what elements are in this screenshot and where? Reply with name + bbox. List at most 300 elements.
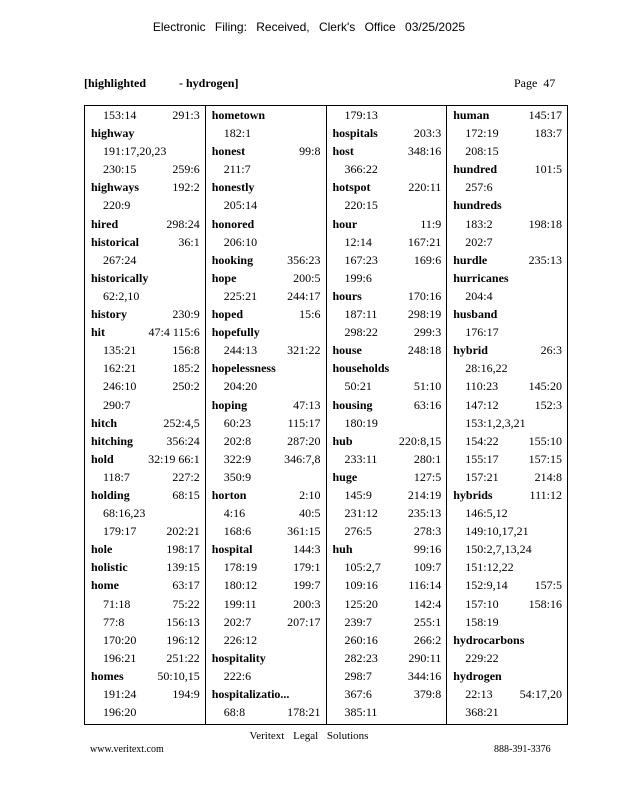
- index-page-refs-line: [453, 703, 562, 721]
- index-page-ref: 204:20: [223, 379, 258, 394]
- index-term: hurdle: [453, 252, 488, 267]
- index-page-ref: 235:13: [407, 506, 442, 521]
- index-page-refs: 203:3: [413, 126, 442, 141]
- index-page-refs: 144:3: [293, 542, 321, 557]
- index-page-refs: 50:10,15: [157, 668, 200, 683]
- index-page-ref: 183:7: [534, 126, 562, 141]
- index-term: households: [332, 361, 390, 376]
- footer-company: Veritext Legal Solutions: [249, 730, 369, 742]
- index-page-refs-line: [212, 613, 321, 631]
- index-term: hospitality: [211, 650, 266, 665]
- index-entry-heading: [212, 178, 321, 196]
- index-page-ref: 68:8: [223, 705, 246, 720]
- index-page-refs-line: [453, 359, 562, 377]
- index-entry-heading: [91, 323, 200, 341]
- index-page-refs-line: [453, 595, 562, 613]
- filing-stamp: Electronic Filing: Received, Clerk's Office 03/25/2025: [152, 20, 466, 34]
- index-term: hold: [91, 451, 114, 466]
- index-page-refs-line: [212, 377, 321, 395]
- index-page-refs-line: [453, 287, 562, 305]
- index-term: hundred: [453, 162, 498, 177]
- index-entry-heading: [212, 269, 321, 287]
- index-page-refs-line: [212, 667, 321, 685]
- index-page-refs: 101:5: [534, 162, 562, 177]
- index-page-refs-line: [453, 142, 562, 160]
- index-page-refs-line: [212, 287, 321, 305]
- index-page-refs-line: [453, 685, 562, 703]
- index-term: hit: [91, 325, 106, 340]
- index-page-refs: 15:6: [299, 307, 321, 322]
- index-entry-heading: [212, 142, 321, 160]
- index-page-refs-line: [212, 703, 321, 721]
- index-page-refs: 170:16: [407, 288, 442, 303]
- index-term: hotspot: [332, 180, 371, 195]
- index-page-ref: 200:3: [293, 596, 321, 611]
- index-page-ref: 227:2: [172, 469, 200, 484]
- index-entry-heading: [333, 178, 442, 196]
- index-page-ref: 191:24: [103, 687, 137, 701]
- index-page-ref: 291:3: [172, 108, 200, 122]
- index-page-refs-line: [333, 305, 442, 323]
- index-column-3: [326, 106, 447, 724]
- index-entry-heading: [91, 178, 200, 196]
- index-term: hospital: [211, 542, 253, 557]
- index-page-ref: 151:12,22: [465, 560, 514, 575]
- index-page-ref: 28:16,22: [465, 361, 508, 376]
- index-page-refs: 348:16: [407, 144, 442, 159]
- index-term: hybrids: [453, 487, 493, 502]
- index-page-ref: 199:11: [223, 596, 257, 611]
- index-page-refs-line: [333, 558, 442, 576]
- index-page-ref: 51:10: [413, 379, 442, 394]
- index-entry-heading: [333, 359, 442, 377]
- index-page-refs-line: [91, 468, 200, 486]
- index-page-refs-line: [212, 576, 321, 594]
- index-page-ref: 244:13: [223, 343, 258, 358]
- index-page-ref: 366:22: [344, 162, 378, 177]
- index-page-ref: 220:15: [344, 198, 378, 213]
- index-page-refs-line: [91, 106, 200, 124]
- index-term: historically: [91, 270, 149, 285]
- word-index-table: [84, 105, 568, 725]
- index-page-refs: 32:19 66:1: [148, 451, 200, 466]
- index-page-refs-line: [91, 522, 200, 540]
- index-page-refs-line: [212, 196, 321, 214]
- index-page-ref: 191:17,20,23: [103, 144, 167, 159]
- index-page-refs-line: [333, 196, 442, 214]
- index-page-ref: 115:17: [287, 415, 321, 430]
- index-entry-heading: [453, 341, 562, 359]
- index-entry-heading: [333, 468, 442, 486]
- footer-website: www.veritext.com: [90, 744, 164, 755]
- index-page-refs-line: [91, 613, 200, 631]
- index-page-ref: 290:11: [408, 650, 442, 665]
- index-term: historical: [91, 234, 139, 249]
- index-page-refs: 356:23: [287, 252, 321, 267]
- index-page-refs-line: [453, 649, 562, 667]
- index-page-ref: 290:7: [103, 397, 131, 412]
- index-page-refs-line: [453, 450, 562, 468]
- index-page-ref: 233:11: [344, 451, 378, 466]
- index-page-ref: 152:3: [534, 397, 562, 412]
- index-entry-heading: [91, 305, 200, 323]
- index-term: hydrocarbons: [453, 632, 525, 647]
- index-page-ref: 225:21: [223, 288, 258, 303]
- index-page-refs-line: [333, 160, 442, 178]
- index-entry-heading: [91, 450, 200, 468]
- index-page-refs-line: [453, 215, 562, 233]
- index-entry-heading: [91, 269, 200, 287]
- index-page-ref: 152:9,14: [465, 578, 508, 593]
- index-page-ref: 40:5: [299, 506, 321, 521]
- index-term: holding: [91, 487, 130, 502]
- index-page-refs-line: [212, 233, 321, 251]
- index-entry-heading: [333, 540, 442, 558]
- index-page-refs: 2:10: [299, 487, 321, 502]
- index-entry-heading: [212, 215, 321, 233]
- index-page-ref: 167:21: [407, 234, 442, 249]
- index-page-ref: 278:3: [413, 524, 442, 539]
- index-column-4: [446, 106, 567, 724]
- index-page-ref: 168:6: [223, 524, 252, 539]
- index-page-ref: 206:10: [223, 234, 258, 249]
- index-page-ref: 267:24: [103, 252, 137, 267]
- index-entry-heading: [212, 396, 321, 414]
- index-page-refs: 36:1: [178, 234, 200, 249]
- index-page-refs: 26:3: [540, 343, 562, 358]
- index-entry-heading: [212, 359, 321, 377]
- index-page-refs-line: [453, 558, 562, 576]
- index-entry-heading: [453, 269, 562, 287]
- index-page-refs-line: [453, 540, 562, 558]
- index-page-ref: 298:19: [407, 307, 442, 322]
- index-page-ref: 77:8: [103, 614, 125, 629]
- index-page-refs-line: [453, 522, 562, 540]
- index-page-ref: 299:3: [413, 325, 442, 340]
- index-page-ref: 145:9: [344, 487, 372, 502]
- index-page-refs: 47:13: [293, 397, 321, 412]
- index-page-refs-line: [453, 377, 562, 395]
- index-page-ref: 207:17: [287, 614, 321, 629]
- index-page-ref: 179:1: [293, 560, 321, 575]
- index-term: hours: [332, 288, 362, 303]
- index-entry-heading: [91, 233, 200, 251]
- index-page-ref: 222:6: [223, 668, 252, 683]
- index-page-ref: 158:16: [528, 596, 562, 611]
- index-page-ref: 60:23: [223, 415, 252, 430]
- index-page-ref: 150:2,7,13,24: [465, 542, 532, 557]
- index-page-ref: 170:20: [103, 632, 137, 647]
- index-page-ref: 167:23: [344, 252, 378, 267]
- footer-phone: 888-391-3376: [494, 744, 551, 755]
- index-entry-heading: [333, 142, 442, 160]
- index-page-ref: 198:18: [528, 216, 562, 231]
- index-term: hole: [91, 542, 113, 557]
- index-page-refs-line: [91, 595, 200, 613]
- index-page-refs-line: [333, 613, 442, 631]
- index-page-ref: 155:10: [528, 433, 562, 448]
- index-page-ref: 346:7,8: [284, 451, 321, 466]
- index-page-ref: 154:22: [465, 433, 499, 448]
- index-entry-heading: [91, 215, 200, 233]
- index-page-refs-line: [453, 613, 562, 631]
- index-page-refs-line: [453, 432, 562, 450]
- index-page-ref: 116:14: [408, 578, 442, 593]
- index-page-ref: 202:7: [223, 614, 252, 629]
- index-entry-heading: [212, 251, 321, 269]
- index-entry-heading: [453, 667, 562, 685]
- index-page-refs: 252:4,5: [163, 415, 200, 430]
- index-page-ref: 276:5: [344, 524, 372, 539]
- index-page-ref: 196:12: [166, 632, 200, 647]
- index-entry-heading: [333, 432, 442, 450]
- index-page-ref: 196:20: [103, 705, 137, 720]
- index-page-refs: 99:16: [413, 542, 442, 557]
- index-page-refs: 47:4 115:6: [148, 325, 200, 340]
- index-page-ref: 118:7: [103, 469, 130, 484]
- index-page-refs-line: [333, 450, 442, 468]
- index-page-ref: 75:22: [172, 596, 200, 611]
- index-term: honestly: [211, 180, 255, 195]
- index-term: hoping: [211, 397, 248, 412]
- index-page-refs-line: [333, 522, 442, 540]
- index-entry-heading: [333, 287, 442, 305]
- index-entry-heading: [91, 576, 200, 594]
- index-entry-heading: [91, 432, 200, 450]
- index-entry-heading: [333, 124, 442, 142]
- index-term: huh: [332, 542, 353, 557]
- index-page-ref: 205:14: [223, 198, 258, 213]
- index-page-refs: 192:2: [172, 180, 200, 195]
- index-page-ref: 231:12: [344, 506, 378, 521]
- index-term: hoped: [211, 307, 244, 322]
- index-page-ref: 287:20: [287, 433, 321, 448]
- index-page-refs-line: [333, 323, 442, 341]
- index-page-ref: 230:15: [103, 162, 137, 177]
- index-page-refs-line: [212, 504, 321, 522]
- index-page-ref: 155:17: [465, 451, 499, 466]
- index-page-refs-line: [212, 432, 321, 450]
- index-page-ref: 145:20: [528, 379, 562, 394]
- index-page-ref: 153:1,2,3,21: [465, 415, 526, 430]
- index-page-refs: 220:11: [408, 180, 442, 195]
- index-page-ref: 157:15: [528, 451, 562, 466]
- index-page-ref: 229:22: [465, 650, 499, 665]
- index-page-ref: 194:9: [172, 687, 200, 701]
- index-term: house: [332, 343, 362, 358]
- index-page-ref: 109:16: [344, 578, 378, 593]
- index-page-refs-line: [453, 414, 562, 432]
- index-page-refs-line: [453, 233, 562, 251]
- index-page-ref: 62:2,10: [103, 288, 140, 303]
- index-page-ref: 179:13: [344, 108, 378, 122]
- index-page-refs: 198:17: [166, 542, 200, 557]
- index-entry-heading: [91, 558, 200, 576]
- index-page-refs-line: [333, 486, 442, 504]
- index-term: husband: [453, 307, 498, 322]
- index-page-refs-line: [91, 251, 200, 269]
- index-page-ref: 187:11: [344, 307, 378, 322]
- index-page-ref: 105:2,7: [344, 560, 381, 575]
- index-page-refs-line: [212, 160, 321, 178]
- index-entry-heading: [453, 251, 562, 269]
- index-page-ref: 109:7: [413, 560, 442, 575]
- index-page-ref: 298:7: [344, 668, 372, 683]
- index-page-refs-line: [212, 414, 321, 432]
- index-page-refs-line: [212, 595, 321, 613]
- index-page-refs: 298:24: [166, 216, 200, 231]
- index-term: hired: [91, 216, 119, 231]
- index-page-ref: 202:7: [465, 234, 493, 249]
- index-term: human: [453, 108, 490, 122]
- index-page-ref: 214:19: [407, 487, 442, 502]
- index-entry-heading: [453, 486, 562, 504]
- index-page-refs-line: [333, 631, 442, 649]
- index-page-ref: 344:16: [407, 668, 442, 683]
- index-page-refs-line: [333, 649, 442, 667]
- index-page-refs-line: [212, 341, 321, 359]
- index-term: hurricanes: [453, 270, 509, 285]
- index-page-refs: 139:15: [166, 560, 200, 575]
- index-term: highways: [91, 180, 140, 195]
- index-term: horton: [211, 487, 247, 502]
- index-page-ref: 149:10,17,21: [465, 524, 529, 539]
- index-page-refs-line: [333, 414, 442, 432]
- index-page-ref: 226:12: [223, 632, 258, 647]
- index-term: hour: [332, 216, 358, 231]
- index-page-refs-line: [333, 685, 442, 703]
- index-entry-heading: [212, 685, 321, 703]
- index-page-ref: 180:12: [223, 578, 258, 593]
- index-entry-heading: [91, 540, 200, 558]
- index-page-ref: 179:17: [103, 524, 137, 539]
- index-page-ref: 322:9: [223, 451, 252, 466]
- index-page-ref: 50:21: [344, 379, 372, 394]
- index-page-ref: 22:13: [465, 687, 493, 701]
- index-page-ref: 260:16: [344, 632, 378, 647]
- index-page-refs-line: [333, 667, 442, 685]
- index-page-refs-line: [453, 504, 562, 522]
- index-page-refs-line: [333, 377, 442, 395]
- index-page-refs: 356:24: [166, 433, 200, 448]
- index-page-refs: 235:13: [528, 252, 562, 267]
- index-range-header: [highlighted - hydrogen]: [84, 76, 239, 90]
- index-page-ref: 71:18: [103, 596, 131, 611]
- index-page-refs-line: [91, 142, 200, 160]
- index-page-refs-line: [333, 595, 442, 613]
- index-page-ref: 199:7: [293, 578, 321, 593]
- index-page-ref: 214:8: [534, 469, 562, 484]
- index-page-refs-line: [453, 576, 562, 594]
- index-page-ref: 280:1: [413, 451, 442, 466]
- index-page-refs-line: [212, 468, 321, 486]
- index-page-ref: 146:5,12: [465, 506, 508, 521]
- page-number: Page 47: [514, 76, 556, 90]
- index-page-refs-line: [453, 124, 562, 142]
- index-page-ref: 251:22: [166, 650, 200, 665]
- index-term: hybrid: [453, 343, 488, 358]
- index-page-ref: 68:16,23: [103, 506, 146, 521]
- index-page-refs: 248:18: [407, 343, 442, 358]
- index-term: hydrogen: [453, 668, 502, 683]
- index-page-refs-line: [91, 287, 200, 305]
- index-page-refs: 63:16: [413, 397, 442, 412]
- index-page-ref: 199:6: [344, 270, 372, 285]
- index-page-ref: 321:22: [287, 343, 321, 358]
- index-page-refs-line: [91, 703, 200, 721]
- index-page-refs-line: [212, 450, 321, 468]
- index-page-refs-line: [333, 703, 442, 721]
- index-page-refs-line: [453, 323, 562, 341]
- index-page-ref: 182:1: [223, 126, 252, 141]
- index-page-refs-line: [333, 251, 442, 269]
- index-entry-heading: [212, 323, 321, 341]
- index-page-ref: 158:19: [465, 614, 499, 629]
- index-entry-heading: [333, 215, 442, 233]
- index-page-ref: 385:11: [344, 705, 378, 720]
- index-page-refs-line: [212, 522, 321, 540]
- index-page-refs-line: [333, 269, 442, 287]
- index-page-ref: 169:6: [413, 252, 442, 267]
- index-entry-heading: [212, 305, 321, 323]
- index-page-refs: 200:5: [293, 270, 321, 285]
- index-page-ref: 259:6: [172, 162, 200, 177]
- index-page-ref: 257:6: [465, 180, 493, 195]
- index-term: highway: [91, 126, 135, 141]
- index-term: hitching: [91, 433, 134, 448]
- index-page-ref: 157:5: [534, 578, 562, 593]
- index-page-ref: 298:22: [344, 325, 378, 340]
- index-page-ref: 367:6: [344, 687, 372, 701]
- index-page-ref: 244:17: [287, 288, 321, 303]
- index-page-refs-line: [453, 178, 562, 196]
- index-page-refs: 220:8,15: [398, 433, 442, 448]
- index-page-refs: 63:17: [172, 578, 200, 593]
- index-page-ref: 196:21: [103, 650, 137, 665]
- index-term: hopefully: [211, 325, 260, 340]
- index-page-refs: 68:15: [172, 487, 200, 502]
- index-page-ref: 246:10: [103, 379, 137, 394]
- index-page-ref: 4:16: [223, 506, 246, 521]
- index-page-refs-line: [333, 233, 442, 251]
- index-page-ref: 156:13: [166, 614, 200, 629]
- index-page-refs-line: [91, 685, 200, 703]
- index-page-ref: 255:1: [413, 614, 442, 629]
- index-page-refs: 230:9: [172, 307, 200, 322]
- index-page-ref: 142:4: [413, 596, 442, 611]
- index-entry-heading: [333, 396, 442, 414]
- index-page-ref: 153:14: [103, 108, 137, 122]
- index-column-2: [205, 106, 326, 724]
- index-page-ref: 147:12: [465, 397, 499, 412]
- index-page-refs-line: [91, 160, 200, 178]
- index-term: hospitalizatio...: [211, 687, 290, 701]
- index-page-refs-line: [91, 359, 200, 377]
- index-page-ref: 183:2: [465, 216, 493, 231]
- index-page-ref: 185:2: [172, 361, 200, 376]
- index-entry-heading: [91, 486, 200, 504]
- index-entry-heading: [453, 160, 562, 178]
- index-entry-heading: [333, 341, 442, 359]
- index-page-ref: 54:17,20: [519, 687, 562, 701]
- index-term: hooking: [211, 252, 254, 267]
- index-entry-heading: [453, 631, 562, 649]
- index-page-ref: 361:15: [287, 524, 321, 539]
- index-column-1: [85, 106, 205, 724]
- index-entry-heading: [91, 667, 200, 685]
- index-term: hub: [332, 433, 353, 448]
- index-page-refs-line: [91, 396, 200, 414]
